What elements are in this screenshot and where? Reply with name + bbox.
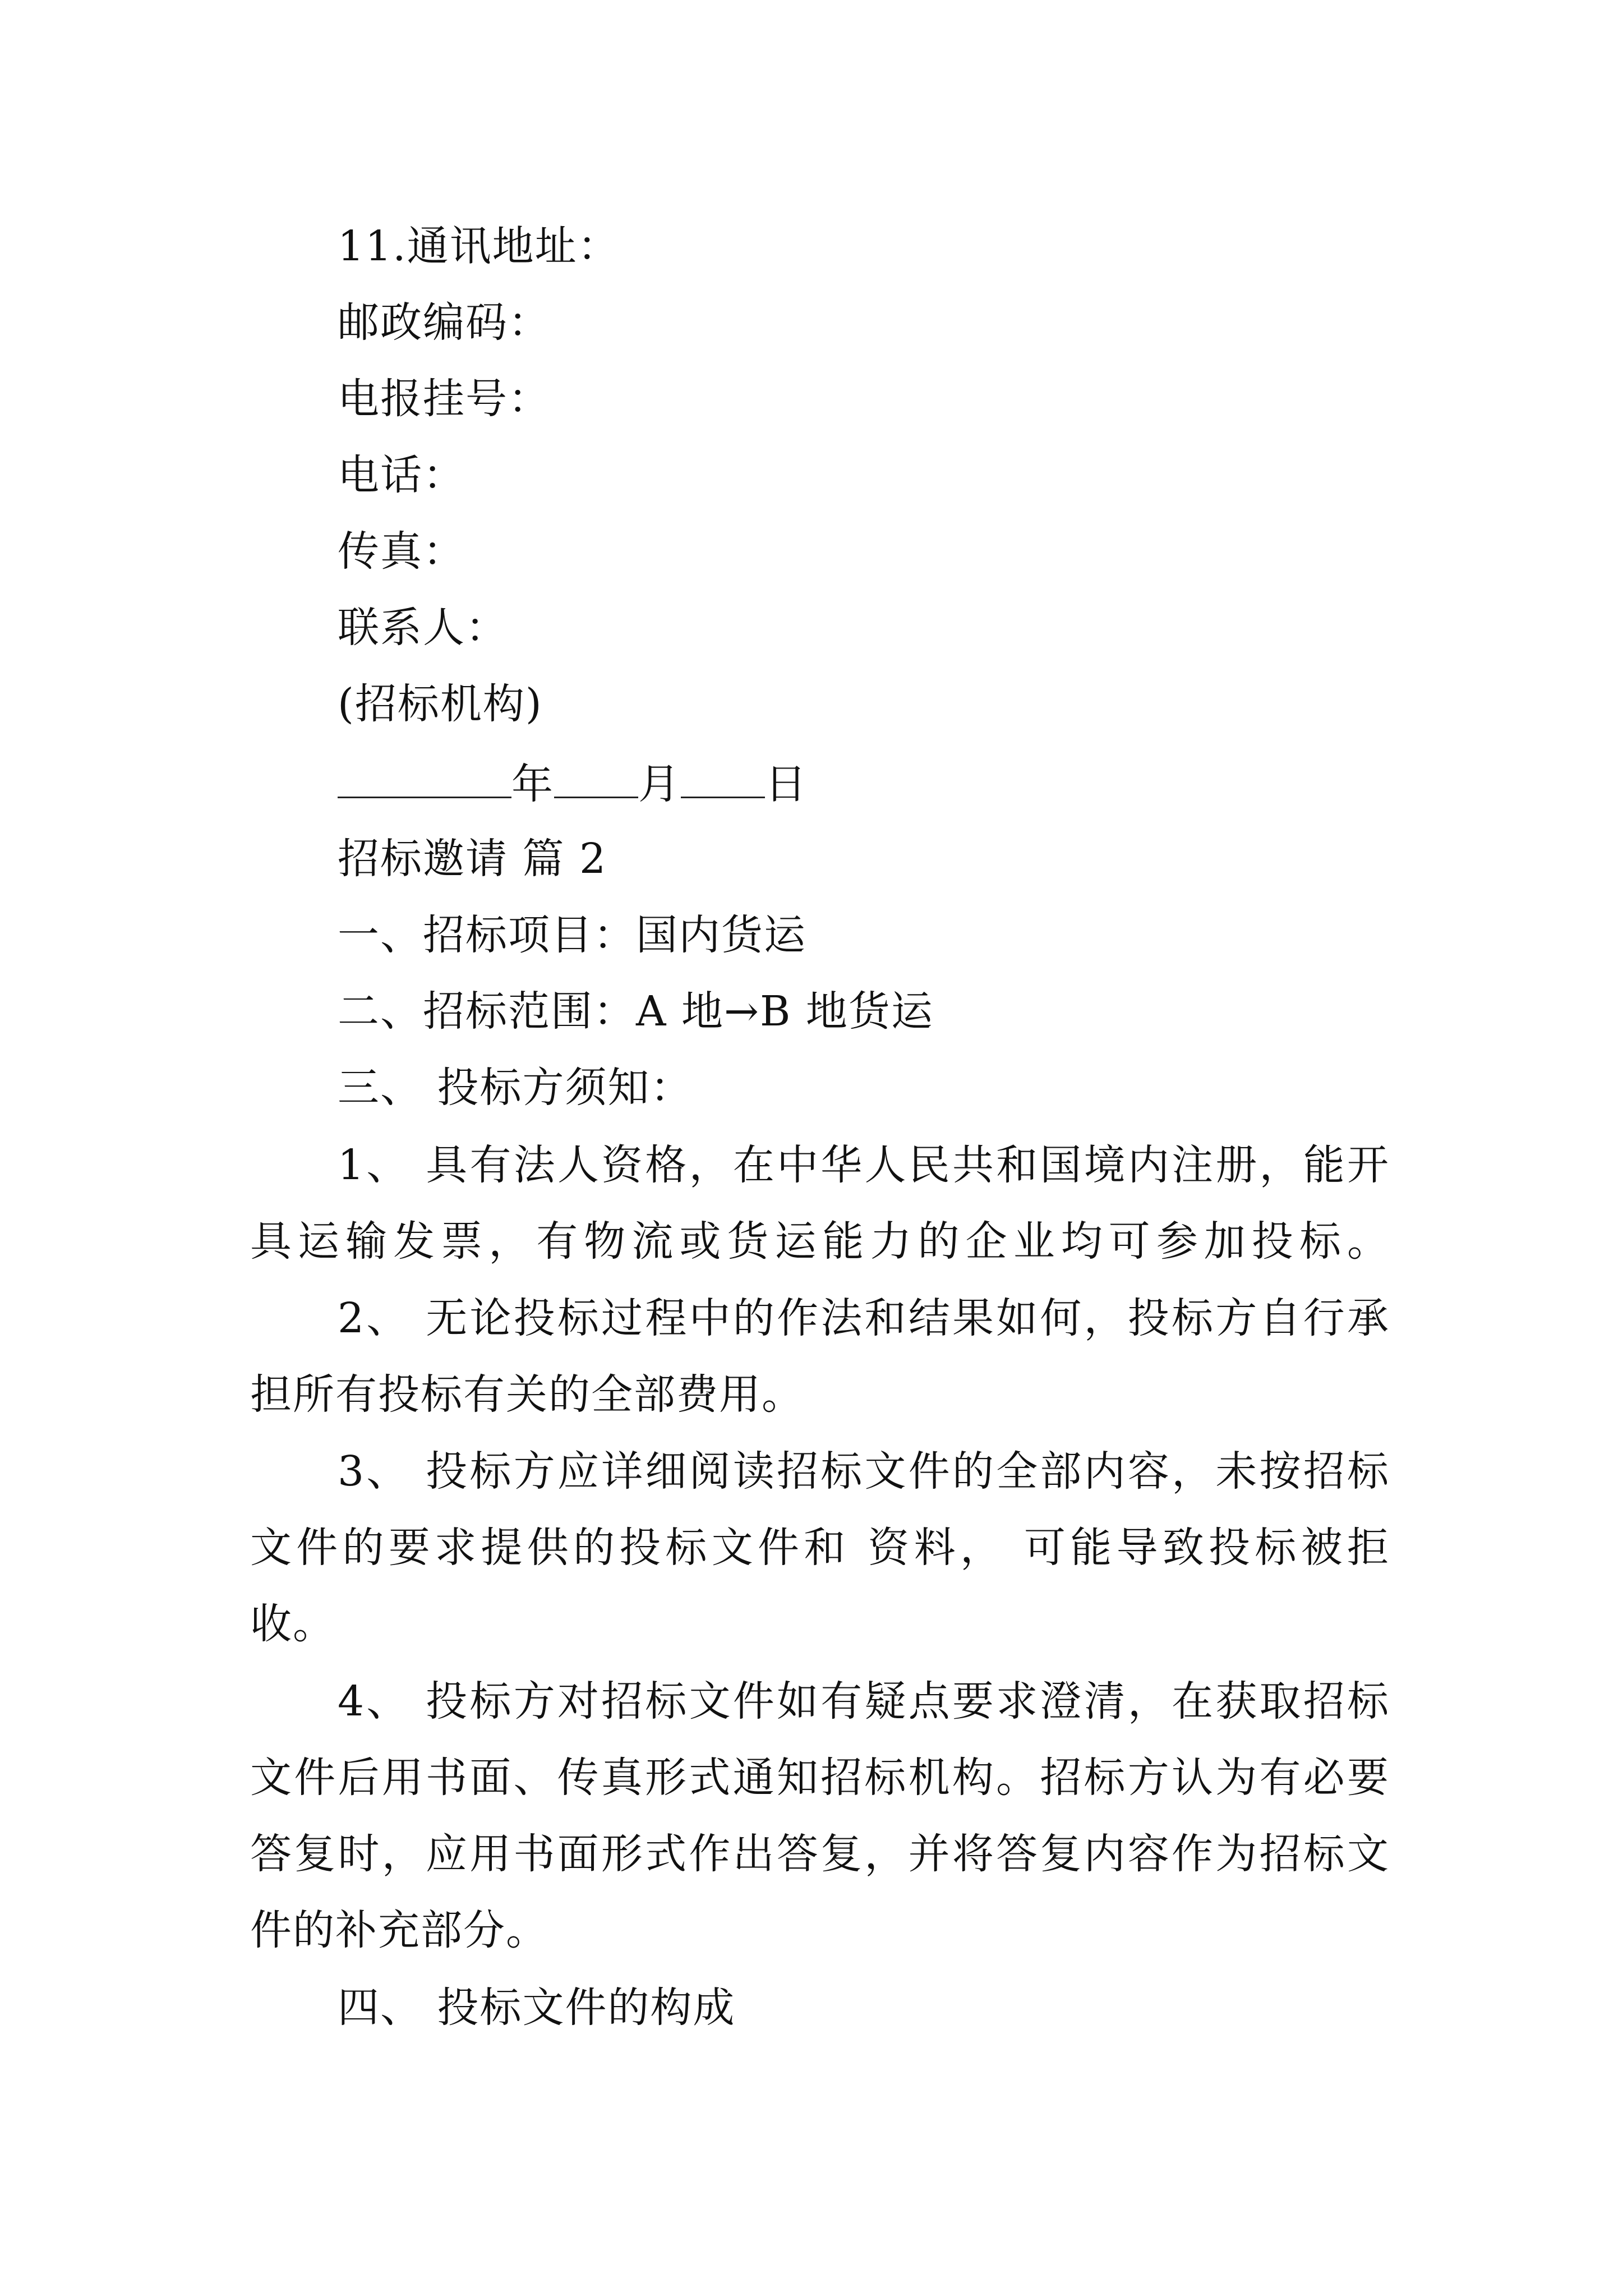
month-label: 月 (638, 760, 681, 808)
para-4-line-2: 文件后用书面、传真形式通知招标机构。招标方认为有必要 (250, 1754, 1390, 1802)
month-blank (554, 762, 638, 798)
para-1-line-2: 具运输发票，有物流或货运能力的企业均可参加投标。 (250, 1217, 1390, 1266)
para-3-line-3: 收。 (250, 1600, 335, 1648)
year-blank (338, 762, 511, 798)
item-2: 二、招标范围：A 地→B 地货运 (338, 987, 934, 1036)
item-3: 三、 投标方须知： (338, 1064, 693, 1112)
item-1: 一、招标项目：国内货运 (338, 911, 806, 959)
year-label: 年 (511, 760, 554, 808)
day-label: 日 (765, 760, 808, 808)
telegraph-label: 电报挂号： (338, 375, 551, 423)
item-4: 四、 投标文件的构成 (338, 1984, 736, 2032)
postcode-label: 邮政编码： (338, 298, 551, 347)
fax-label: 传真： (338, 527, 465, 576)
para-3-line-2: 文件的要求提供的投标文件和 资料， 可能导致投标被拒 (250, 1524, 1390, 1572)
para-4-line-4: 件的补充部分。 (250, 1906, 548, 1954)
agency-label: (招标机构) (338, 680, 543, 728)
para-3-line-1: 3、 投标方应详细阅读招标文件的全部内容，未按招标 (338, 1447, 1390, 1496)
day-blank (681, 762, 765, 798)
para-4-line-3: 答复时，应用书面形式作出答复，并将答复内容作为招标文 (250, 1830, 1390, 1878)
para-2-line-2: 担所有投标有关的全部费用。 (250, 1370, 804, 1419)
contact-person-label: 联系人： (338, 604, 508, 652)
para-4-line-1: 4、 投标方对招标文件如有疑点要求澄清，在获取招标 (338, 1677, 1390, 1726)
phone-label: 电话： (338, 451, 465, 499)
para-2-line-1: 2、 无论投标过程中的作法和结果如何，投标方自行承 (338, 1294, 1390, 1342)
date-line (338, 760, 808, 808)
address-label: 11.通讯地址： (338, 222, 620, 270)
para-1-line-1: 1、 具有法人资格，在中华人民共和国境内注册，能开 (338, 1141, 1390, 1189)
section-title: 招标邀请 篇 2 (338, 835, 607, 883)
